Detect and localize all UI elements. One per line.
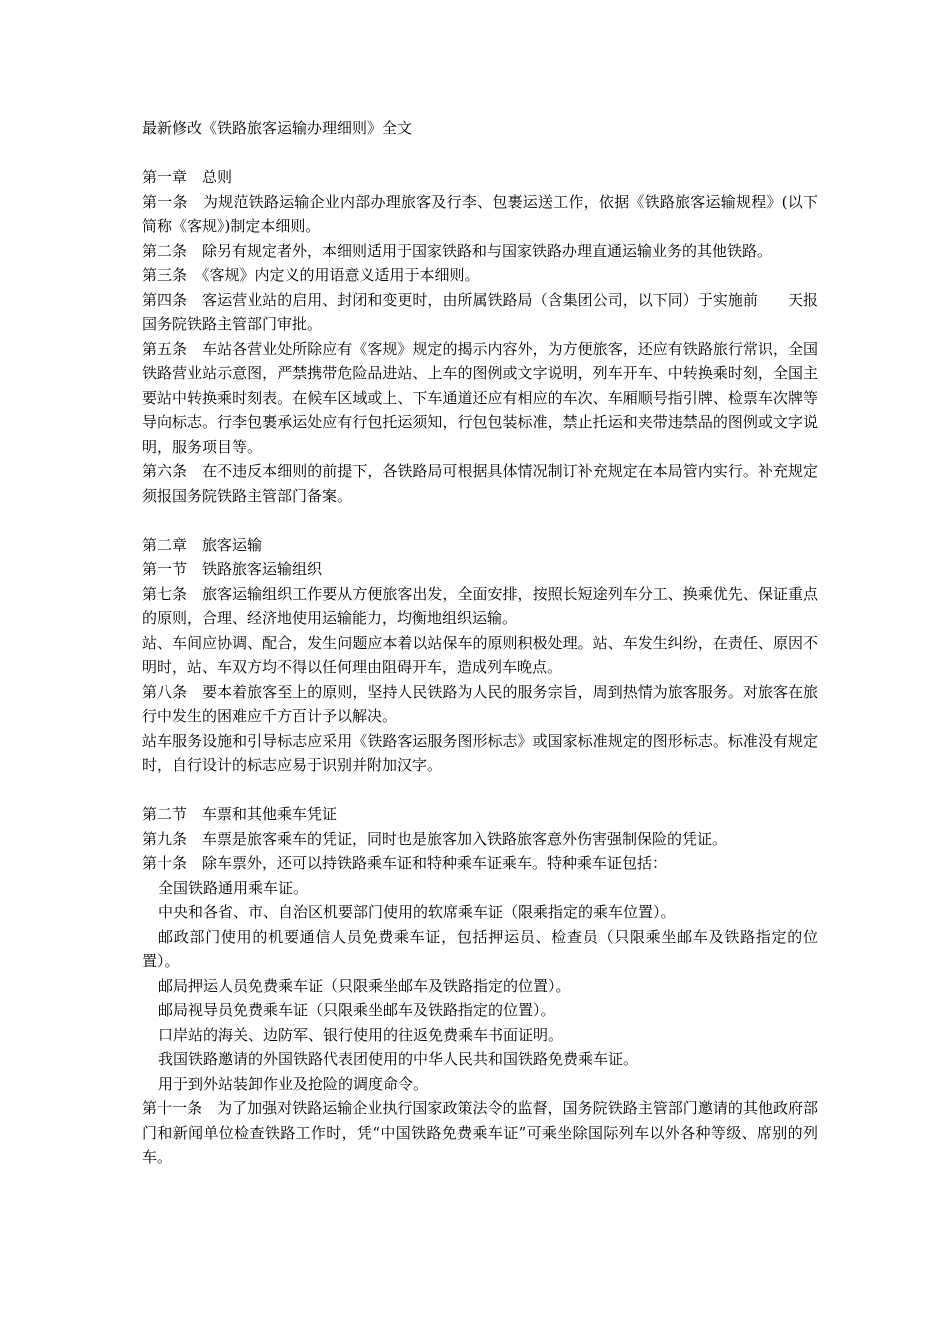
list-item: 邮政部门使用的机要通信人员免费乘车证，包括押运员、检查员（只限乘坐邮车及铁路指定的位置）。 xyxy=(142,927,818,970)
article-6: 第六条 在不违反本细则的前提下，各铁路局可根据具体情况制订补充规定在本局管内实行。补充规定须报国务院铁路主管部门备案。 xyxy=(142,462,818,505)
article-7-paragraph-2: 站、车间应协调、配合，发生问题应本着以站保车的原则积极处理。站、车发生纠纷，在责任、原因不明时，站、车双方均不得以任何理由阻碍开车，造成列车晚点。 xyxy=(142,633,818,676)
document-title: 最新修改《铁路旅客运输办理细则》全文 xyxy=(142,119,413,137)
section-1-heading: 第一节 铁路旅客运输组织 xyxy=(142,560,323,578)
spacer xyxy=(142,508,818,533)
article-7: 第七条 旅客运输组织工作要从方便旅客出发，全面安排，按照长短途列车分工、换乘优先、保证重点的原则，合理、经济地使用运输能力，均衡地组织运输。 xyxy=(142,584,818,627)
list-item: 邮局视导员免费乘车证（只限乘坐邮车及铁路指定的位置）。 xyxy=(158,1001,556,1019)
article-4: 第四条 客运营业站的启用、封闭和变更时，由所属铁路局（含集团公司，以下同）于实施前 天报国务院铁路主管部门审批。 xyxy=(142,290,818,333)
list-item: 用于到外站装卸作业及抢险的调度命令。 xyxy=(158,1074,429,1093)
document-page xyxy=(142,116,818,1170)
list-item: 中央和各省、市、自治区机要部门使用的软席乘车证（限乘指定的乘车位置）。 xyxy=(158,903,676,921)
article-3: 第三条 《客规》内定义的用语意义适用于本细则。 xyxy=(142,266,480,284)
article-9: 第九条 车票是旅客乘车的凭证，同时也是旅客加入铁路旅客意外伤害强制保险的凭证。 xyxy=(142,829,728,848)
article-5: 第五条 车站各营业处所除应有《客规》规定的揭示内容外，为方便旅客，还应有铁路旅行常识，全国铁路营业站示意图，严禁携带危险品进站、上车的图例或文字说明，列车开车、中转换乘时刻，全国主要站中转换乘时刻表。在候车区域或上、下车通道还应有相应的车次、车厢顺号指引牌、检票车次牌等导向标志。行李包裹承运处应有行包托运须知，行包包装标准，禁止托运和夹带违禁品的图例或文字说明，服务项目等。 xyxy=(142,339,818,456)
article-8: 第八条 要本着旅客至上的原则，坚持人民铁路为人民的服务宗旨，周到热情为旅客服务。对旅客在旅行中发生的困难应千方百计予以解决。 xyxy=(142,682,818,725)
article-11: 第十一条 为了加强对铁路运输企业执行国家政策法令的监督，国务院铁路主管部门邀请的其他政府部门和新闻单位检查铁路工作时，凭“中国铁路免费乘车证”可乘坐除国际列车以外各种等级、席别的列车。 xyxy=(142,1099,818,1166)
list-item: 我国铁路邀请的外国铁路代表团使用的中华人民共和国铁路免费乘车证。 xyxy=(158,1050,639,1068)
spacer xyxy=(142,778,818,803)
list-item: 口岸站的海关、边防军、银行使用的往返免费乘车书面证明。 xyxy=(158,1025,564,1044)
chapter-1-heading: 第一章 总则 xyxy=(142,168,233,186)
list-item: 邮局押运人员免费乘车证（只限乘坐邮车及铁路指定的位置）。 xyxy=(158,976,571,995)
article-10: 第十条 除车票外，还可以持铁路乘车证和特种乘车证乘车。特种乘车证包括： xyxy=(142,854,668,872)
article-1: 第一条 为规范铁路运输企业内部办理旅客及行李、包裹运送工作，依据《铁路旅客运输规程》(以下简称《客规》)制定本细则。 xyxy=(142,192,818,235)
section-2-heading: 第二节 车票和其他乘车凭证 xyxy=(142,805,338,823)
spacer xyxy=(142,141,818,166)
article-2: 第二条 除另有规定者外，本细则适用于国家铁路和与国家铁路办理直通运输业务的其他铁路。 xyxy=(142,241,773,260)
chapter-2-heading: 第二章 旅客运输 xyxy=(142,535,263,554)
article-8-paragraph-2: 站车服务设施和引导标志应采用《铁路客运服务图形标志》或国家标准规定的图形标志。标准没有规定时，自行设计的标志应易于识别并附加汉字。 xyxy=(142,731,818,774)
list-item: 全国铁路通用乘车证。 xyxy=(158,878,309,897)
